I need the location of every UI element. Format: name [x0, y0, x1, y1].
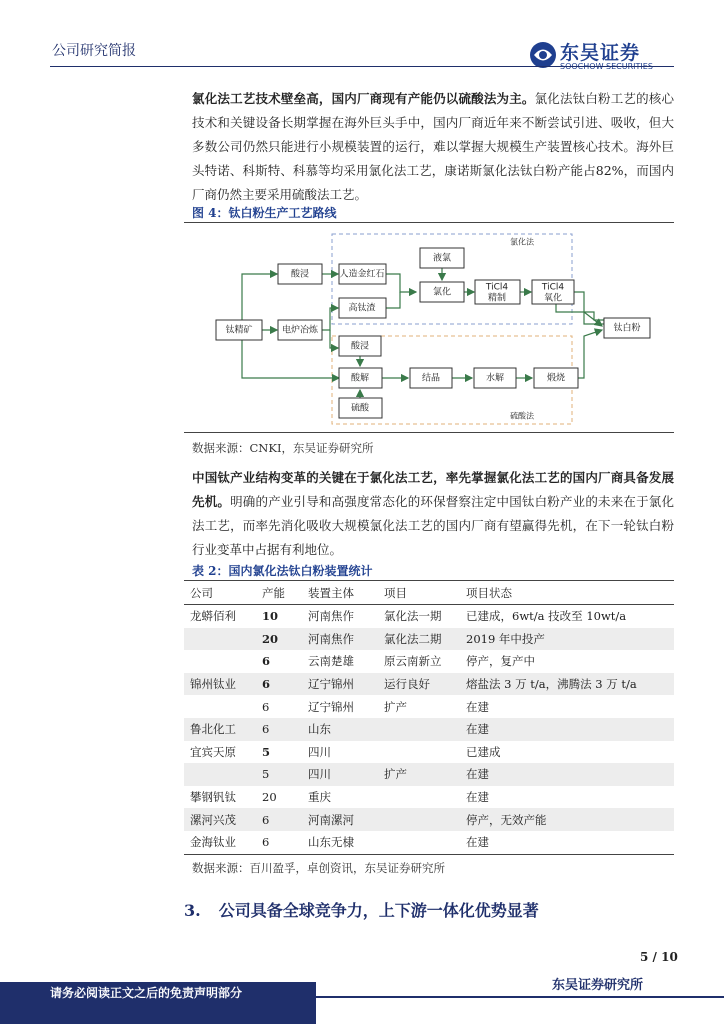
- flow-node-liquid-chlorine: [420, 248, 464, 268]
- flow-node-acidolysis: [339, 368, 382, 388]
- cell-company: 龙蟒佰利: [190, 609, 236, 624]
- cell-status: 在建: [466, 790, 489, 805]
- paragraph-lead: 氯化法工艺技术壁垒高，国内厂商现有产能仍以硫酸法为主。: [192, 91, 535, 106]
- company-logo: [528, 40, 674, 72]
- svg-text:钛白粉: 钛白粉: [613, 323, 641, 334]
- section-title: 公司具备全球竞争力，上下游一体化优势显著: [218, 901, 539, 920]
- cell-company: 锦州钛业: [184, 673, 256, 696]
- paragraph-industry-shift: [192, 466, 674, 562]
- cell-capacity: 6: [256, 808, 302, 831]
- svg-text:液氯: 液氯: [432, 253, 452, 264]
- cell-capacity: 5: [256, 763, 302, 786]
- flow-node-calcination: [534, 368, 578, 388]
- svg-text:氯化: 氯化: [432, 287, 452, 298]
- cell-company: [184, 695, 256, 718]
- paragraph-body: 氯化法钛白粉工艺的核心技术和关键设备长期掌握在海外巨头手中，国内厂商近年来不断尝试引进、吸收，但大多数公司仍然只能进行小规模装置的运行，难以掌握大规模生产装置核心技术。海外巨头特诺、科斯特、科慕等均采用氯化法工艺，康诺斯氯化法钛白粉产能占82%，而国内厂商仍然主要采用硫酸法工艺。: [192, 91, 674, 202]
- cell-company: [184, 763, 256, 786]
- table-row: [184, 605, 674, 628]
- svg-text:酸解: 酸解: [350, 373, 370, 384]
- paragraph-lead: 中国钛产业结构变革的关键在于氯化法工艺，率先掌握氯化法工艺的国内厂商具备发展先机。: [192, 470, 674, 509]
- flow-node-acid-leach-2: [339, 336, 381, 356]
- cell-project: [378, 808, 460, 831]
- table-row: [184, 718, 674, 741]
- svg-text:水解: 水解: [485, 373, 505, 384]
- footer-institution: 东吴证券研究所: [552, 978, 644, 993]
- cell-project: 原云南新立: [384, 654, 442, 669]
- cell-location: 山东无棣: [302, 831, 378, 854]
- cell-status: 在建: [466, 699, 489, 714]
- header-divider: [50, 66, 674, 67]
- cell-location: 重庆: [308, 790, 331, 805]
- cell-location: 云南楚雄: [308, 654, 354, 669]
- cell-status: 2019 年中投产: [460, 628, 674, 651]
- report-type: 公司研究简报: [52, 43, 136, 59]
- disclaimer-note: 请务必阅读正文之后的免责声明部分: [50, 986, 243, 1000]
- figure-title: 图 4：钛白粉生产工艺路线: [192, 206, 337, 220]
- table-row: [184, 808, 674, 831]
- cell-company: 金海钛业: [184, 831, 256, 854]
- footer-line: [316, 996, 724, 998]
- flow-node-ticl4-oxidation: [532, 280, 574, 304]
- cell-status: 在建: [460, 718, 674, 741]
- flow-node-titanium-dioxide: [604, 318, 650, 338]
- table-title: 表 2：国内氯化法钛白粉装置统计: [192, 564, 373, 578]
- cell-company: 宜宾天原: [190, 744, 236, 759]
- svg-text:煅烧: 煅烧: [546, 373, 566, 384]
- section-heading: [184, 898, 539, 921]
- svg-text:酸浸: 酸浸: [350, 341, 370, 352]
- cell-project: 运行良好: [378, 673, 460, 696]
- table-row: [184, 650, 674, 673]
- cell-status: 停产，复产中: [466, 654, 535, 669]
- flow-node-high-ti-slag: [339, 298, 386, 318]
- chloride-plant-table: [184, 582, 674, 855]
- cell-capacity: 10: [262, 609, 279, 624]
- flow-node-chlorination: [420, 282, 464, 302]
- table-row: [184, 695, 674, 718]
- cell-project: [378, 831, 460, 854]
- paragraph-body: 明确的产业引导和高强度常态化的环保督察注定中国钛白粉产业的未来在于氯化法工艺，而率先消化吸收大规模氯化法工艺的国内厂商有望赢得先机，在下一轮钛白粉行业变革中占据有利地位。: [192, 494, 674, 557]
- cell-location: 辽宁锦州: [308, 699, 354, 714]
- cell-location: 河南焦作: [302, 628, 378, 651]
- table-header-row: [184, 582, 674, 605]
- cell-company: [184, 650, 256, 673]
- cell-company: 鲁北化工: [184, 718, 256, 741]
- flow-node-hydrolysis: [474, 368, 516, 388]
- table-row: [184, 786, 674, 809]
- section-number: 3.: [184, 901, 201, 920]
- cell-location: 四川: [308, 744, 331, 759]
- table-row: [184, 741, 674, 764]
- sulfate-tag: 硫酸法: [510, 411, 534, 421]
- col-location: 装置主体: [302, 582, 378, 605]
- flow-node-synthetic-rutile: [339, 264, 386, 284]
- cell-capacity: 6: [256, 831, 302, 854]
- flow-node-ticl4-refine: [475, 280, 520, 304]
- cell-project: [378, 718, 460, 741]
- table-row: [184, 673, 674, 696]
- cell-capacity: 6: [256, 673, 302, 696]
- cell-capacity: 20: [262, 790, 277, 805]
- cell-location: 辽宁锦州: [302, 673, 378, 696]
- cell-capacity: 6: [262, 654, 271, 669]
- chloride-tag: 氯化法: [510, 237, 534, 247]
- logo-text-cn: 东吴证券: [560, 42, 641, 64]
- figure-top-rule: [184, 222, 674, 223]
- cell-status: 已建成，6wt/a 技改至 10wt/a: [466, 609, 627, 624]
- svg-text:TiCl4: TiCl4: [541, 282, 565, 293]
- svg-text:TiCl4: TiCl4: [485, 282, 509, 293]
- svg-text:钛精矿: 钛精矿: [225, 325, 253, 336]
- flow-node-sulfuric-acid: [339, 398, 382, 418]
- svg-text:硫酸: 硫酸: [350, 403, 370, 414]
- flow-node-acid-leach: [278, 264, 322, 284]
- figure-bottom-rule: [184, 432, 674, 433]
- cell-project: 氯化法二期: [378, 628, 460, 651]
- table-row: [184, 831, 674, 854]
- col-company: 公司: [184, 582, 256, 605]
- svg-text:结晶: 结晶: [421, 373, 441, 384]
- cell-capacity: 20: [256, 628, 302, 651]
- cell-company: 攀钢钒钛: [190, 790, 236, 805]
- svg-text:酸浸: 酸浸: [290, 269, 310, 280]
- page-number: 5 / 10: [640, 950, 678, 964]
- cell-status: 在建: [460, 831, 674, 854]
- cell-location: 四川: [302, 763, 378, 786]
- svg-text:精制: 精制: [487, 293, 507, 304]
- svg-text:人造金红石: 人造金红石: [339, 269, 385, 280]
- cell-project: [378, 741, 460, 764]
- figure-source: 数据来源：CNKI，东吴证券研究所: [192, 441, 374, 455]
- cell-capacity: 6: [256, 718, 302, 741]
- flow-node-ilmenite: [216, 320, 262, 340]
- table-row: [184, 628, 674, 651]
- flow-node-crystallization: [410, 368, 452, 388]
- svg-text:氧化: 氧化: [543, 293, 563, 304]
- table-top-rule: [184, 580, 674, 581]
- cell-location: 河南焦作: [308, 609, 354, 624]
- svg-text:电炉冶炼: 电炉冶炼: [281, 325, 319, 336]
- cell-company: 漯河兴茂: [184, 808, 256, 831]
- cell-capacity: 6: [262, 699, 270, 714]
- table-row: [184, 763, 674, 786]
- svg-text:高钛渣: 高钛渣: [348, 303, 376, 314]
- cell-capacity: 5: [262, 744, 271, 759]
- process-flow-diagram: [184, 226, 674, 430]
- cell-project: [378, 786, 460, 809]
- cell-location: 河南漯河: [302, 808, 378, 831]
- table-source: 数据来源：百川盈孚，卓创资讯，东吴证券研究所: [192, 861, 445, 875]
- col-status: 项目状态: [460, 582, 674, 605]
- cell-status: 熔盐法 3 万 t/a，沸腾法 3 万 t/a: [460, 673, 674, 696]
- paragraph-chloride-barrier: [192, 87, 674, 207]
- cell-project: 扩产: [384, 699, 407, 714]
- cell-location: 山东: [302, 718, 378, 741]
- cell-status: 已建成: [466, 744, 501, 759]
- cell-status: 在建: [460, 763, 674, 786]
- col-capacity: 产能: [256, 582, 302, 605]
- col-project: 项目: [378, 582, 460, 605]
- cell-project: 氯化法一期: [384, 609, 442, 624]
- flow-node-furnace: [278, 320, 322, 340]
- cell-project: 扩产: [378, 763, 460, 786]
- cell-status: 停产，无效产能: [460, 808, 674, 831]
- cell-company: [184, 628, 256, 651]
